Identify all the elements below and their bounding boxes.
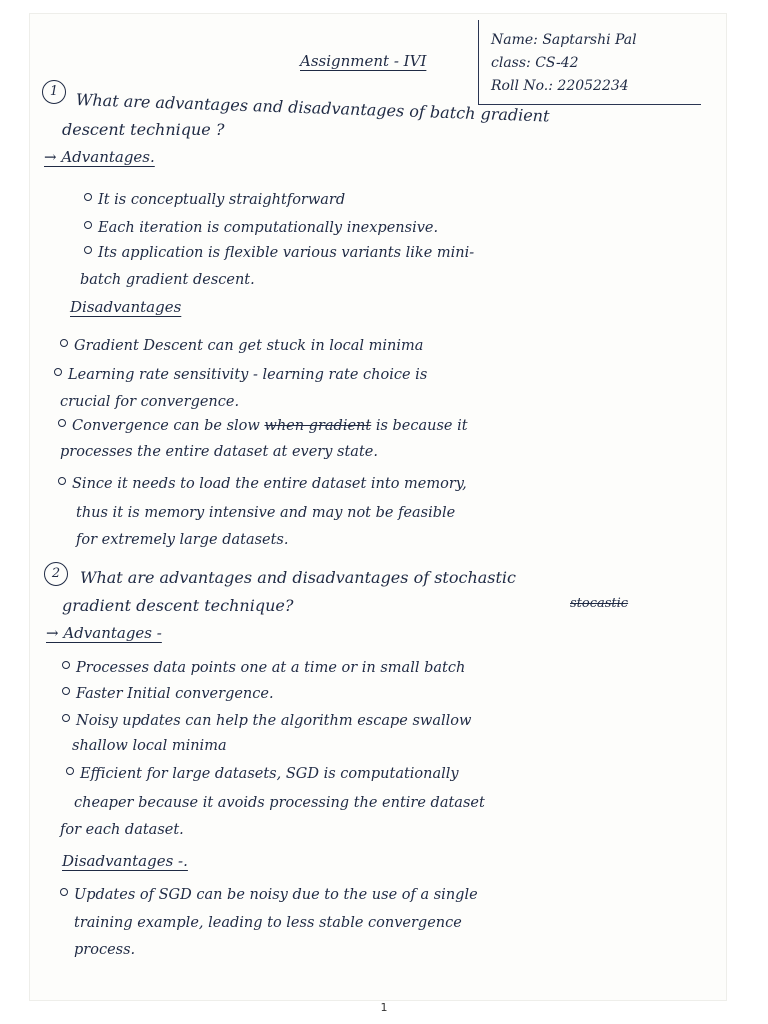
q2-advantage-item: Faster Initial convergence. [62, 686, 274, 702]
q1-disadvantage-item: Gradient Descent can get stuck in local minima [60, 338, 423, 354]
q1-disadvantage-item: Learning rate sensitivity - learning rate choice is [54, 367, 427, 383]
q1-advantages-heading: → Advantages. [44, 148, 155, 166]
q1-disadvantage-item: Convergence can be slow when gradient is because it [58, 418, 468, 434]
q1-disadvantages-heading: Disadvantages [70, 298, 182, 316]
q2-advantages-heading: → Advantages - [46, 624, 162, 642]
q2-disadvantage-continuation: process. [74, 942, 136, 958]
question-2-struck-word: stocastic [570, 596, 629, 611]
student-class: class: CS-42 [491, 55, 579, 71]
q1-disadvantage-continuation: for extremely large datasets. [76, 532, 289, 548]
q2-advantage-continuation: for each dataset. [60, 822, 184, 838]
question-2-number: 2 [44, 562, 68, 586]
assignment-title: Assignment - IVI [300, 52, 427, 70]
q1-advantage-item: Each iteration is computationally inexpensive. [84, 220, 438, 236]
page-number: 1 [380, 1001, 388, 1014]
q1-disadvantage-continuation: crucial for convergence. [60, 394, 240, 410]
q1-disadvantage-continuation: processes the entire dataset at every state. [60, 444, 378, 460]
student-info-box [478, 20, 701, 105]
q2-advantage-item: Noisy updates can help the algorithm escape swallow [62, 713, 471, 729]
q1-disadvantage-continuation: thus it is memory intensive and may not be feasible [76, 505, 456, 521]
q2-advantage-item: Efficient for large datasets, SGD is computationally [66, 766, 459, 782]
question-1-number: 1 [42, 80, 66, 104]
q2-advantage-continuation: cheaper because it avoids processing the entire dataset [74, 795, 485, 811]
question-2-line1: What are advantages and disadvantages of stochastic [80, 568, 517, 587]
q1-disadvantage-item: Since it needs to load the entire dataset into memory, [58, 476, 467, 492]
question-1-line2: descent technique ? [62, 120, 225, 139]
q2-disadvantage-continuation: training example, leading to less stable convergence [74, 915, 462, 931]
q1-advantage-continuation: batch gradient descent. [80, 272, 255, 288]
q2-disadvantages-heading: Disadvantages -. [62, 852, 188, 870]
struck-text: when gradient [264, 418, 372, 434]
q2-advantage-item: Processes data points one at a time or in small batch [62, 660, 465, 676]
q2-disadvantage-item: Updates of SGD can be noisy due to the use of a single [60, 887, 478, 903]
q1-advantage-item: It is conceptually straightforward [84, 192, 345, 208]
student-roll: Roll No.: 22052234 [491, 78, 629, 94]
q1-advantage-item: Its application is flexible various variants like mini- [84, 245, 474, 261]
q2-advantage-continuation: shallow local minima [72, 738, 227, 754]
student-name: Name: Saptarshi Pal [491, 32, 637, 48]
question-1-line1: What are advantages and disadvantages of batch gradient [75, 90, 550, 126]
question-2-line2: gradient descent technique? [62, 596, 294, 615]
